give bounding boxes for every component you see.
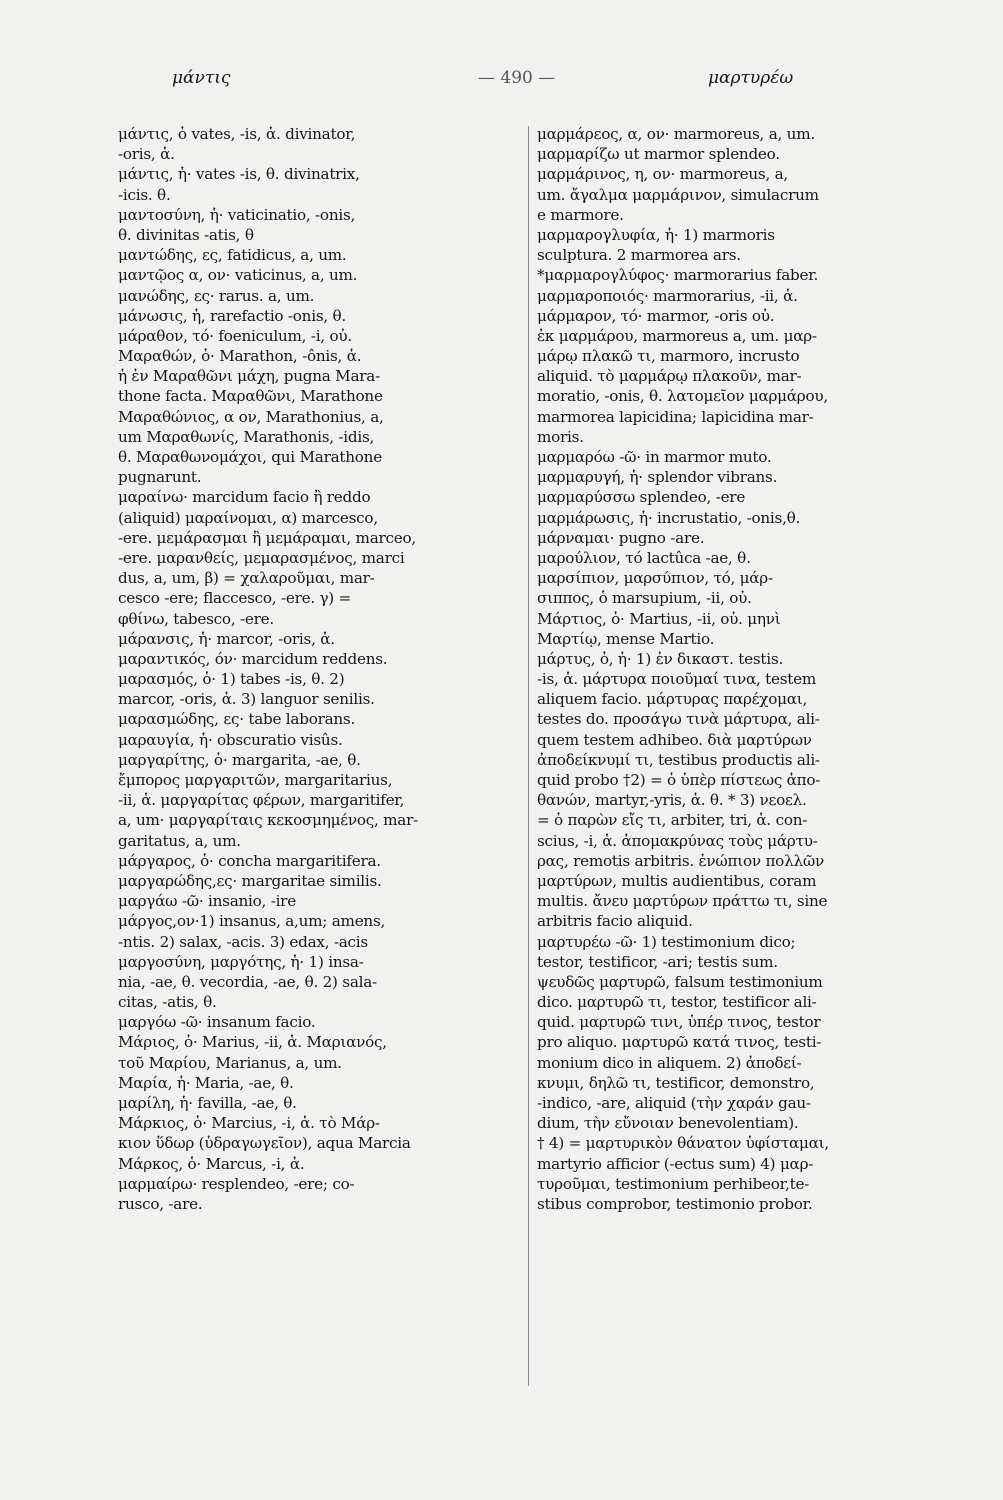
entry-line: μαργόω -ῶ· insanum facio. (118, 1013, 316, 1032)
entry-line: pugnarunt. (118, 468, 202, 487)
entry-line: μάργαρος, ὁ· concha margaritifera. (118, 851, 381, 870)
entry-line: um. ἄγαλμα μαρμάρινον, simulacrum (537, 185, 819, 204)
entry-line: -icis. θ. (118, 185, 171, 204)
entry-line: μαρμαρογλυφία, ἡ· 1) marmoris (537, 225, 775, 244)
entry-line: μαρμαροποιός· marmorarius, -ii, ἁ. (537, 286, 798, 305)
entry-line: quid. μαρτυρῶ τινι, ὑπέρ τινος, testor (537, 1013, 821, 1032)
entry-line: μανώδης, ες· rarus. a, um. (118, 286, 315, 305)
header-left-word: μάντις (172, 68, 231, 88)
left-column (118, 124, 523, 1214)
entry-line: martyrio afficior (-ectus sum) 4) μαρ- (537, 1154, 814, 1173)
entry-line: μαρμάρινος, η, ον· marmoreus, a, (537, 165, 789, 184)
entry-line: μαρασμός, ὁ· 1) tabes -is, θ. 2) (118, 670, 345, 689)
entry-line: θ. Μαραθωνομάχοι, qui Marathone (118, 448, 382, 466)
entry-line: μάντις, ὁ vates, -is, ἁ. divinator, (118, 125, 356, 143)
entry-line: Μάρκος, ὁ· Marcus, -i, ἁ. (118, 1154, 305, 1173)
entry-line: θ. divinitas -atis, θ (118, 225, 254, 244)
entry-line: μαρασμώδης, ες· tabe laborans. (118, 710, 356, 729)
entry-line: dico. μαρτυρῶ τι, testor, testificor ali- (537, 993, 817, 1012)
entry-line: ἔμπορος μαργαριτῶν, margaritarius, (118, 771, 393, 789)
entry-line: μαντοσύνη, ἡ· vaticinatio, -onis, (118, 205, 356, 224)
entry-line: -oris, ἁ. (118, 145, 175, 164)
entry-line: -ere. μεμάρασμαι ἢ μεμάραμαι, marceo, (118, 528, 416, 547)
entry-line: μαντώδης, ες, fatidicus, a, um. (118, 246, 347, 265)
entry-line: μαρμαρόω -ῶ· in marmor muto. (537, 448, 772, 466)
column-divider (528, 126, 529, 1386)
entry-line: μάντις, ἡ· vates -is, θ. divinatrix, (118, 165, 360, 184)
entry-line: e marmore. (537, 205, 624, 224)
entry-line: stibus comprobor, testimonio probor. (537, 1194, 813, 1213)
entry-line: θανών, martyr,-yris, ἁ. θ. * 3) νεοελ. (537, 791, 807, 810)
entry-line: μαρμαίρω· resplendeo, -ere; co- (118, 1174, 355, 1193)
page-number: — 490 — (478, 68, 556, 88)
entry-line: μάρναμαι· pugno -are. (537, 528, 705, 547)
entry-line: μαραντικός, όν· marcidum reddens. (118, 649, 388, 668)
entry-line: thone facta. Μαραθῶνι, Marathone (118, 387, 383, 406)
entry-line: -is, ἁ. μάρτυρα ποιοῦμαί τινα, testem (537, 670, 817, 689)
entry-line: μαρμαρυγή, ἡ· splendor vibrans. (537, 468, 778, 487)
entry-line: κιον ὕδωρ (ὑδραγωγεῖον), aqua Marcia (118, 1134, 411, 1153)
entry-line: ἀποδείκνυμί τι, testibus productis ali- (537, 750, 820, 769)
entry-line: (aliquid) μαραίνομαι, α) marcesco, (118, 508, 378, 527)
entry-line: aliquid. τὸ μαρμάρῳ πλακοῦν, mar- (537, 367, 802, 386)
entry-line: † 4) = μαρτυρικὸν θάνατον ὑφίσταμαι, (537, 1134, 829, 1153)
entry-line: Μάριος, ὁ· Marius, -ii, ἁ. Μαριανός, (118, 1033, 387, 1052)
entry-line: μαργάω -ῶ· insanio, -ire (118, 892, 296, 911)
entry-line: μαργαρώδης,ες· margaritae similis. (118, 871, 382, 890)
entry-line: nia, -ae, θ. vecordia, -ae, θ. 2) sala- (118, 972, 377, 991)
entry-line: um Μαραθωνίς, Marathonis, -idis, (118, 427, 375, 446)
entry-line: testor, testificor, -ari; testis sum. (537, 952, 778, 971)
right-column (537, 124, 932, 1214)
entry-line: testes do. προσάγω τινὰ μάρτυρα, ali- (537, 710, 820, 729)
entry-line: monium dico in aliquem. 2) ἀποδεί- (537, 1053, 802, 1072)
entry-line: μαρμαρίζω ut marmor splendeo. (537, 145, 780, 164)
entry-line: μάραθον, τό· foeniculum, -i, οὐ. (118, 326, 352, 345)
entry-line: -indico, -are, aliquid (τὴν χαράν gau- (537, 1094, 811, 1112)
entry-line: μαρμάρεος, α, ον· marmoreus, a, um. (537, 125, 815, 143)
entry-line: ἡ ἐν Μαραθῶνι μάχη, pugna Mara- (118, 367, 380, 386)
entry-line: Μαραθών, ὁ· Marathon, -ônis, ἁ. (118, 347, 362, 366)
entry-line: moris. (537, 427, 584, 446)
entry-line: Μαρτίῳ, mense Martio. (537, 629, 715, 648)
entry-line: μαραίνω· marcidum facio ἢ reddo (118, 488, 371, 507)
entry-line: aliquem facio. μάρτυρας παρέχομαι, (537, 690, 808, 709)
entry-line: μάνωσις, ἡ, rarefactio -onis, θ. (118, 306, 346, 325)
entry-line: μαρμαρύσσω splendeo, -ere (537, 488, 746, 507)
entry-line: marmorea lapicidina; lapicidina mar- (537, 407, 814, 426)
entry-line: ρας, remotis arbitris. ἐνώπιον πολλῶν (537, 851, 824, 870)
entry-line: μαρσίπιον, μαρσύπιον, τό, μάρ- (537, 569, 773, 588)
entry-line: dium, τὴν εὔνοιαν benevolentiam). (537, 1114, 799, 1133)
entry-line: moratio, -onis, θ. λατομεῖον μαρμάρου, (537, 387, 828, 406)
entry-line: arbitris facio aliquid. (537, 912, 693, 931)
entry-line: μαργοσύνη, μαργότης, ἡ· 1) insa- (118, 952, 364, 971)
entry-line: Μαραθώνιος, α ον, Marathonius, a, (118, 407, 384, 426)
entry-line: marcor, -oris, ἁ. 3) languor senilis. (118, 690, 375, 709)
entry-line: quem testem adhibeo. διὰ μαρτύρων (537, 730, 812, 749)
entry-line: dus, a, um, β) = χαλαροῦμαι, mar- (118, 569, 375, 588)
entry-line: quid probo †2) = ὁ ὑπὲρ πίστεως ἀπο- (537, 771, 821, 789)
entry-line: cesco -ere; flaccesco, -ere. γ) = (118, 589, 352, 608)
entry-line: -ii, ἁ. μαργαρίτας φέρων, margaritifer, (118, 791, 405, 810)
entry-line: a, um· μαργαρίταις κεκοσμημένος, mar- (118, 811, 418, 830)
entry-line: sculptura. 2 marmorea ars. (537, 246, 741, 265)
entry-line: μαρτύρων, multis audientibus, coram (537, 871, 817, 890)
entry-line: μαρούλιον, τό lactûca -ae, θ. (537, 548, 751, 567)
entry-line: rusco, -are. (118, 1194, 203, 1213)
entry-line: *μαρμαρογλύφος· marmorarius faber. (537, 266, 819, 285)
entry-line: μάρμαρον, τό· marmor, -oris οὐ. (537, 306, 775, 325)
entry-line: scius, -i, ἁ. ἀπομακρύνας τοὺς μάρτυ- (537, 831, 818, 850)
entry-line: Μάρτιος, ὁ· Martius, -ii, οὐ. μηνὶ (537, 609, 781, 628)
entry-line: μάργος,ον·1) insanus, a,um; amens, (118, 912, 386, 931)
entry-line: -ere. μαρανθείς, μεμαρασμένος, marci (118, 548, 405, 567)
entry-line: μαρίλη, ἡ· favilla, -ae, θ. (118, 1094, 297, 1112)
entry-line: τυροῦμαι, testimonium perhibeor,te- (537, 1174, 810, 1193)
entry-line: μαρμάρωσις, ἡ· incrustatio, -onis,θ. (537, 508, 801, 527)
entry-line: = ὁ παρὼν εἴς τι, arbiter, tri, ἁ. con- (537, 811, 808, 830)
page-header (0, 68, 1003, 98)
entry-line: κνυμι, δηλῶ τι, testificor, demonstro, (537, 1073, 815, 1092)
entry-line: Μάρκιος, ὁ· Marcius, -i, ἁ. τὸ Μάρ- (118, 1114, 380, 1133)
entry-line: citas, -atis, θ. (118, 993, 217, 1012)
entry-line: garitatus, a, um. (118, 831, 241, 850)
entry-line: μάρῳ πλακῶ τι, marmoro, incrusto (537, 347, 800, 366)
entry-line: pro aliquo. μαρτυρῶ κατά τινος, testi- (537, 1033, 822, 1052)
entry-line: multis. ἄνευ μαρτύρων πράττω τι, sine (537, 892, 828, 911)
entry-line: ψευδῶς μαρτυρῶ, falsum testimonium (537, 972, 823, 991)
entry-line: Μαρία, ἡ· Maria, -ae, θ. (118, 1073, 294, 1092)
entry-line: φθίνω, tabesco, -ere. (118, 609, 274, 628)
entry-line: μάρτυς, ὁ, ἡ· 1) ἐν δικαστ. testis. (537, 649, 784, 668)
header-right-word: μαρτυρέω (708, 68, 794, 88)
entry-line: ἐκ μαρμάρου, marmoreus a, um. μαρ- (537, 326, 817, 345)
entry-line: -ntis. 2) salax, -acis. 3) edax, -acis (118, 932, 368, 951)
entry-line: τοῦ Μαρίου, Marianus, a, um. (118, 1053, 342, 1072)
entry-line: σιππος, ὁ marsupium, -ii, οὐ. (537, 589, 752, 608)
entry-line: μάρανσις, ἡ· marcor, -oris, ἁ. (118, 629, 335, 648)
entry-line: μαρτυρέω -ῶ· 1) testimonium dico; (537, 932, 796, 951)
entry-line: μαραυγία, ἡ· obscuratio visûs. (118, 730, 343, 749)
entry-line: μαντῷος α, ον· vaticinus, a, um. (118, 266, 358, 285)
entry-line: μαργαρίτης, ὁ· margarita, -ae, θ. (118, 750, 361, 769)
